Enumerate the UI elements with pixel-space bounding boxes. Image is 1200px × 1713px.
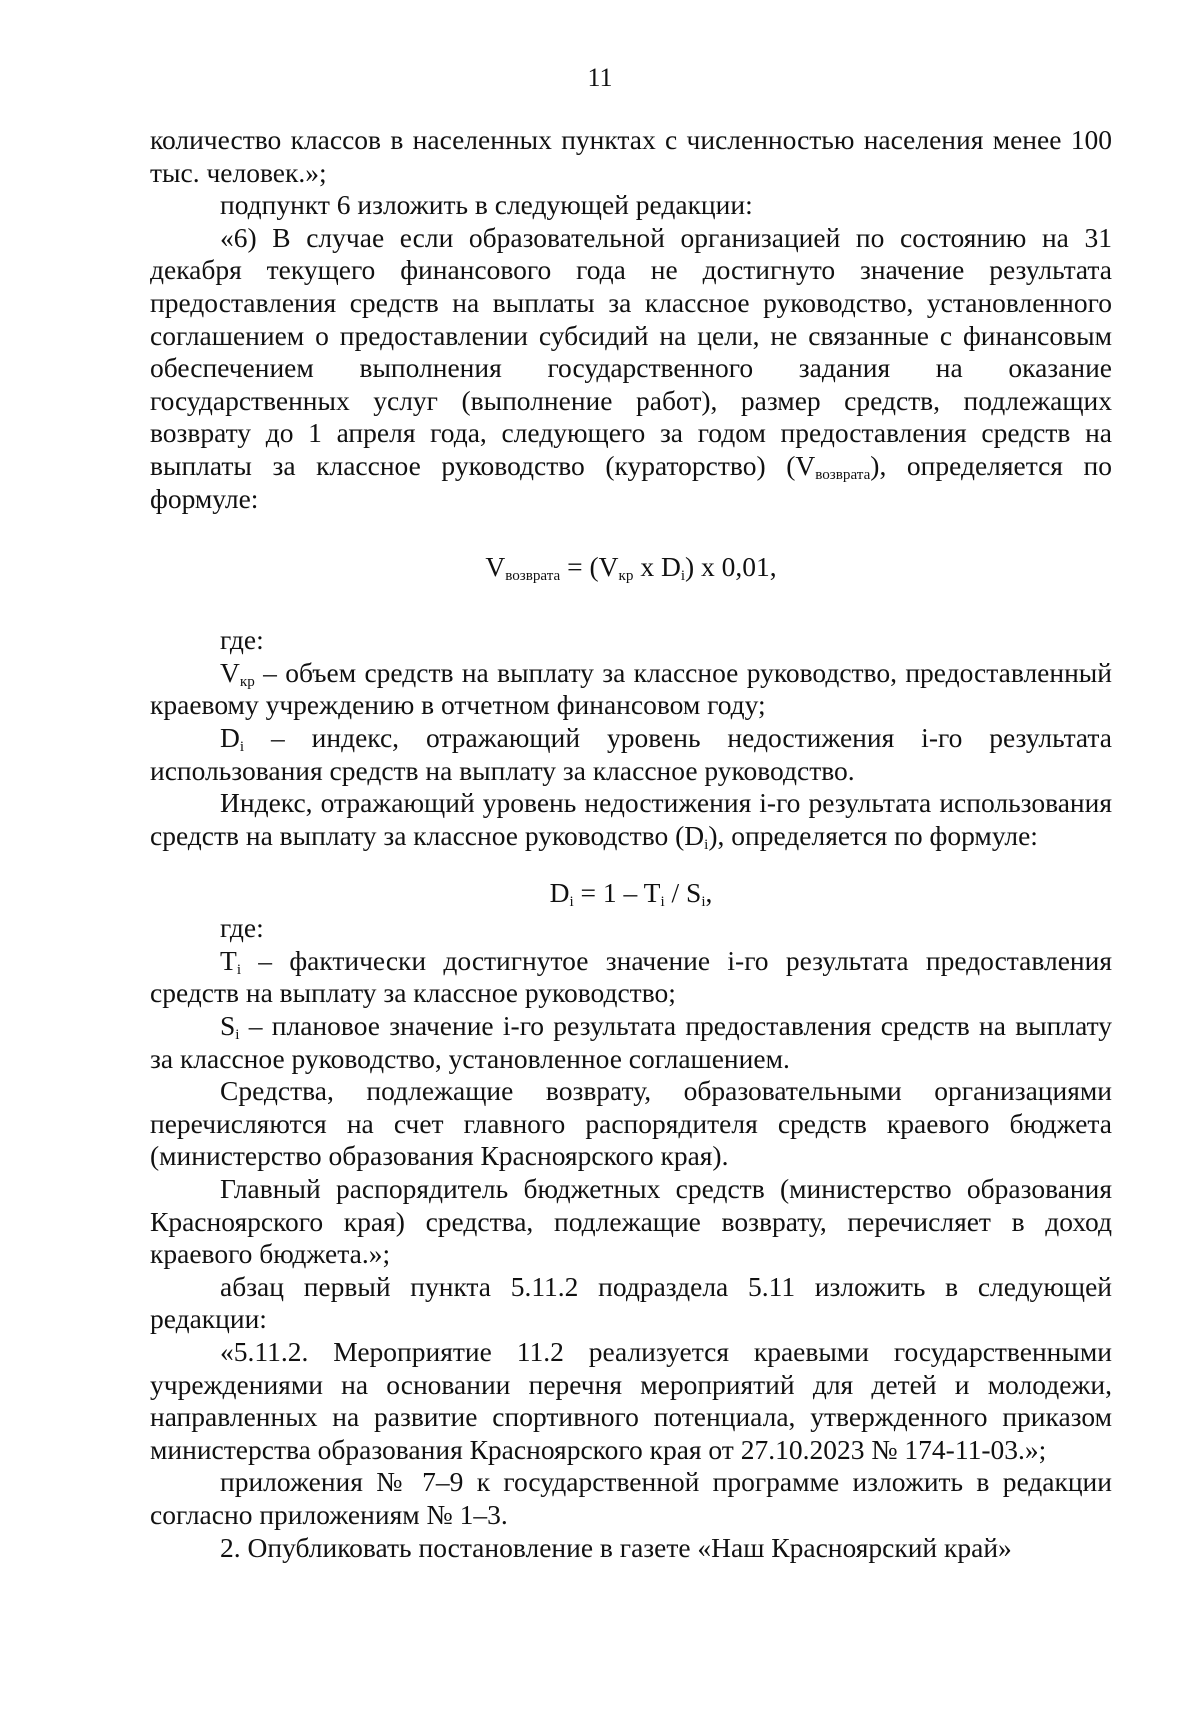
definition-si (150, 1010, 1112, 1075)
subscript: кр (618, 567, 634, 584)
paragraph: приложения № 7–9 к государственной программе изложить в редакции согласно приложениям № 1–3. (150, 1466, 1112, 1530)
subscript: i (235, 1026, 240, 1043)
symbol: T (220, 944, 237, 976)
formula-part: D (549, 877, 570, 909)
formula-part: ) x 0,01, (685, 551, 777, 583)
text-span: – индекс, отражающий уровень недостижения i-го результата использования средств на выплату за классное руководство. (150, 721, 1112, 786)
paragraph-subpoint-6 (150, 222, 1112, 515)
paragraph-index (150, 787, 1112, 852)
document-body (150, 124, 1112, 1564)
formula-part: = (V (560, 551, 619, 583)
paragraph: где: (220, 912, 264, 944)
subscript: i (660, 894, 665, 911)
text-span: – плановое значение i-го результата предоставления средств на выплату за классное руководство, установленное соглашением. (150, 1010, 1112, 1074)
formula-di (150, 876, 1112, 910)
paragraph: количество классов в населенных пунктах с численностью населения менее 100 тыс. человек.»; (150, 124, 1112, 188)
paragraph: 2. Опубликовать постановление в газете «Наш Красноярский край» (220, 1531, 1012, 1563)
subscript: i (704, 836, 709, 853)
subscript: i (239, 738, 245, 755)
paragraph: Главный распорядитель бюджетных средств (министерство образования Красноярского края) средства, подлежащие возврату, перечисляет в доход краевого бюджета.»; (150, 1173, 1112, 1270)
text-span: Индекс, отражающий уровень недостижения i-го результата использования средств на выплату за классное руководство (D (150, 787, 1112, 851)
text-span: – фактически достигнутое значение i-го результата предоставления средств на выплату за классное руководство; (150, 944, 1112, 1009)
formula-part: = 1 – T (573, 877, 661, 909)
formula-v-return (150, 550, 1112, 584)
subscript: возврата (505, 567, 561, 584)
definition-vkr (150, 657, 1112, 722)
text-span: – объем средств на выплату за классное руководство, предоставленный краевому учреждению в отчетном финансовом году; (150, 656, 1112, 721)
formula-part: V (485, 551, 506, 583)
paragraph: где: (220, 624, 264, 656)
symbol: D (220, 721, 240, 753)
paragraph: «5.11.2. Мероприятие 11.2 реализуется краевыми государственными учреждениями на основании перечня мероприятий для детей и молодежи, направленных на развитие спортивного потенциала, утвержденного приказом министерства образования Красноярского края от 27.10.2023 № 174-11-03.»; (150, 1336, 1112, 1465)
subscript: i (236, 961, 242, 978)
subscript: возврата (815, 466, 871, 483)
paragraph: подпункт 6 изложить в следующей редакции: (220, 189, 753, 221)
subscript: i (680, 567, 686, 584)
text-span: «6) В случае если образовательной организацией по состоянию на 31 декабря текущего финансового года не достигнуто значение результата предоставления средств на выплаты за классное руководство, установленного соглашением о предоставлении субсидий на цели, не связанные с финансовым обеспечением выполнения государственного задания на оказание государственных услуг (выполнение работ), размер средств, подлежащих возврату до 1 апреля года, следующего за годом предоставления средств на выплаты за классное руководство (кураторство) (V (150, 221, 1112, 481)
symbol: V (220, 656, 240, 688)
formula-part: x D (633, 551, 681, 583)
formula-part: / S (664, 877, 702, 909)
paragraph: абзац первый пункта 5.11.2 подраздела 5.11 изложить в следующей редакции: (150, 1270, 1112, 1335)
subscript: i (569, 894, 574, 911)
symbol: S (220, 1010, 236, 1042)
subscript: кр (239, 673, 255, 690)
subscript: i (701, 894, 706, 911)
page-number: 11 (587, 63, 613, 92)
formula-part: , (705, 877, 713, 909)
text-span: ), определяется по формуле: (708, 819, 1038, 851)
paragraph: Средства, подлежащие возврату, образовательными организациями перечисляются на счет главного распорядителя средств краевого бюджета (министерство образования Красноярского края). (150, 1075, 1112, 1172)
text-span: ), определяется по формуле: (150, 449, 1113, 514)
definition-ti (150, 945, 1112, 1010)
definition-di (150, 722, 1112, 787)
